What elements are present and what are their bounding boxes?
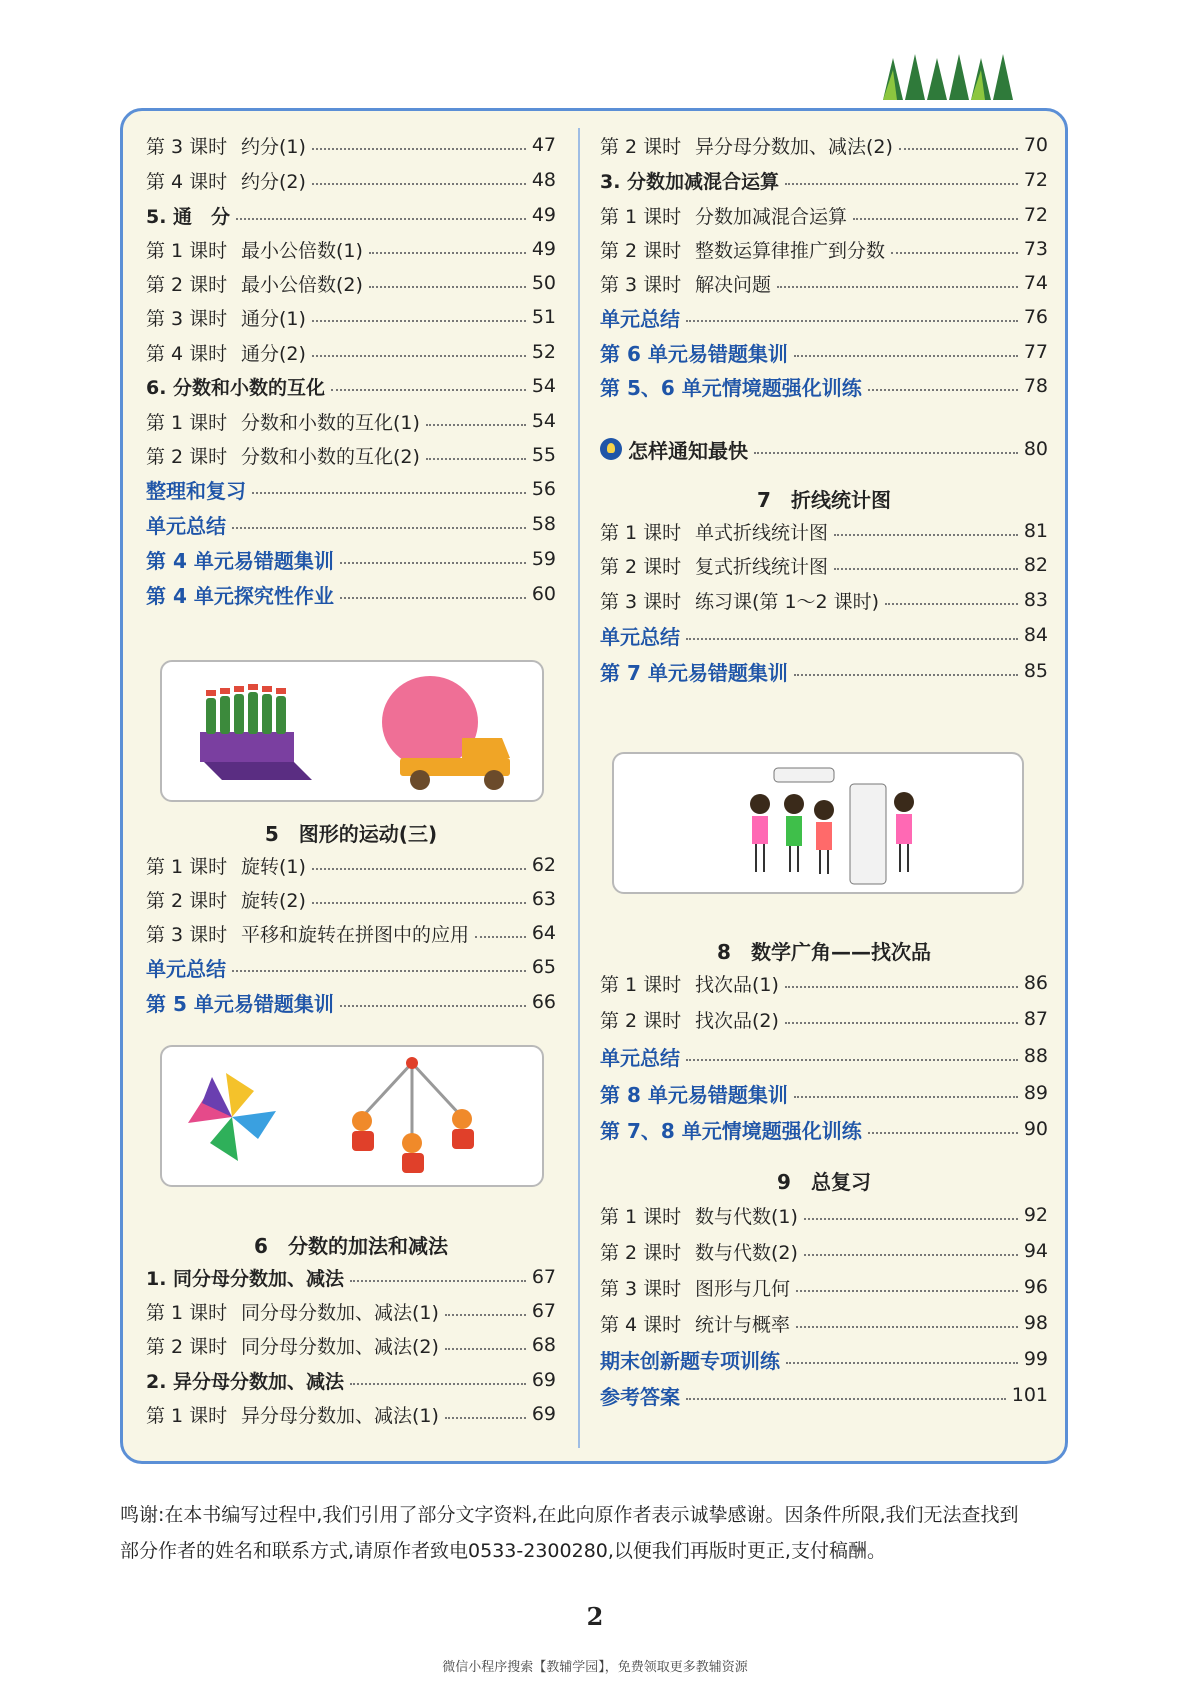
toc-entry bbox=[600, 1380, 1048, 1410]
toc-entry-label bbox=[600, 236, 885, 263]
toc-page-number: 101 bbox=[1011, 1384, 1048, 1406]
toc-entry-label: 单元总结 bbox=[600, 1045, 680, 1070]
toc-entry bbox=[600, 337, 1048, 367]
toc-page-number: 81 bbox=[1023, 520, 1048, 542]
toc-entry bbox=[146, 884, 556, 914]
toc-entry bbox=[600, 302, 1048, 332]
toc-entry-label bbox=[146, 852, 306, 879]
toc-entry bbox=[600, 1114, 1048, 1144]
toc-entry-label bbox=[146, 304, 306, 331]
toc-entry-label bbox=[600, 1006, 779, 1033]
toc-page-number: 72 bbox=[1023, 169, 1048, 191]
lesson-number: 第 4 课时 bbox=[146, 170, 228, 193]
toc-entry bbox=[600, 200, 1048, 230]
lesson-title: 找次品(1) bbox=[695, 973, 779, 996]
dot-leader bbox=[236, 218, 526, 220]
toc-entry bbox=[146, 474, 556, 504]
toc-page-number: 49 bbox=[531, 204, 556, 226]
toc-page-number: 62 bbox=[531, 854, 556, 876]
dot-leader bbox=[340, 597, 526, 599]
toc-entry-label bbox=[600, 202, 847, 229]
toc-entry bbox=[600, 585, 1048, 615]
unit-7-title: 7 折线统计图 bbox=[757, 488, 891, 512]
lesson-number: 第 4 课时 bbox=[600, 1313, 682, 1336]
lesson-title: 统计与概率 bbox=[695, 1313, 791, 1336]
lesson-number: 第 2 课时 bbox=[146, 1335, 228, 1358]
toc-page-number: 69 bbox=[531, 1369, 556, 1391]
lesson-number: 第 1 课时 bbox=[600, 973, 682, 996]
toc-entry-label: 第 7 单元易错题集训 bbox=[600, 660, 788, 685]
lesson-number: 第 2 课时 bbox=[146, 445, 228, 468]
toc-entry bbox=[146, 337, 556, 367]
lesson-title: 约分(1) bbox=[241, 135, 306, 158]
toc-page-number: 54 bbox=[531, 410, 556, 432]
bottles-balloon-car-image bbox=[162, 662, 542, 800]
dot-leader bbox=[445, 1417, 526, 1419]
toc-page-number: 98 bbox=[1023, 1312, 1048, 1334]
toc-page-number: 67 bbox=[531, 1300, 556, 1322]
lesson-title: 最小公倍数(1) bbox=[241, 239, 363, 262]
toc-page-number: 63 bbox=[531, 888, 556, 910]
toc-entry-label bbox=[600, 1238, 798, 1265]
toc-entry bbox=[146, 234, 556, 264]
dot-leader bbox=[686, 638, 1018, 640]
lesson-number: 第 3 课时 bbox=[146, 135, 228, 158]
toc-entry-label: 单元总结 bbox=[600, 306, 680, 331]
toc-entry-label bbox=[146, 408, 420, 435]
toc-entry bbox=[146, 1330, 556, 1360]
lesson-title: 最小公倍数(2) bbox=[241, 273, 363, 296]
dot-leader bbox=[331, 389, 526, 391]
lesson-title: 约分(2) bbox=[241, 170, 306, 193]
lesson-number: 第 2 课时 bbox=[146, 889, 228, 912]
toc-entry-label bbox=[146, 132, 306, 159]
toc-entry-label bbox=[146, 886, 306, 913]
toc-entry-label bbox=[146, 442, 420, 469]
toc-entry-label: 怎样通知最快 bbox=[628, 438, 748, 463]
toc-entry-label: 3. 分数加减混合运算 bbox=[600, 170, 780, 193]
dot-leader bbox=[312, 902, 526, 904]
lesson-title: 旋转(2) bbox=[241, 889, 306, 912]
toc-page-number: 59 bbox=[531, 548, 556, 570]
toc-page-number: 49 bbox=[531, 238, 556, 260]
dot-leader bbox=[777, 286, 1018, 288]
toc-entry-label: 第 7、8 单元情境题强化训练 bbox=[600, 1118, 862, 1143]
dot-leader bbox=[369, 252, 526, 254]
toc-entry bbox=[146, 302, 556, 332]
toc-entry bbox=[600, 1236, 1048, 1266]
toc-entry bbox=[600, 1200, 1048, 1230]
dot-leader bbox=[350, 1280, 526, 1282]
dot-leader bbox=[785, 183, 1018, 185]
toc-entry-label: 6. 分数和小数的互化 bbox=[146, 376, 326, 399]
toc-entry bbox=[146, 987, 556, 1017]
lesson-number: 第 3 课时 bbox=[600, 590, 682, 613]
lesson-title: 分数加减混合运算 bbox=[695, 205, 848, 228]
toc-entry bbox=[600, 1308, 1048, 1338]
toc-entry bbox=[146, 544, 556, 574]
toc-entry-label bbox=[600, 518, 828, 545]
dot-leader bbox=[312, 183, 526, 185]
dot-leader bbox=[232, 970, 526, 972]
toc-page-number: 94 bbox=[1023, 1240, 1048, 1262]
illustration-pinwheel-swing bbox=[160, 1045, 544, 1187]
lesson-title: 找次品(2) bbox=[695, 1009, 779, 1032]
toc-entry bbox=[600, 130, 1048, 160]
toc-entry-special bbox=[600, 434, 1048, 464]
toc-entry-label bbox=[600, 587, 879, 614]
dot-leader bbox=[686, 1398, 1006, 1400]
toc-entry-label bbox=[146, 167, 306, 194]
lesson-title: 数与代数(2) bbox=[695, 1241, 798, 1264]
toc-entry-label: 参考答案 bbox=[600, 1384, 680, 1409]
toc-entry bbox=[600, 1004, 1048, 1034]
lesson-number: 第 2 课时 bbox=[600, 555, 682, 578]
toc-page-number: 72 bbox=[1023, 204, 1048, 226]
illustration-children-air-conditioner bbox=[612, 752, 1024, 894]
toc-entry bbox=[146, 579, 556, 609]
lesson-number: 第 1 课时 bbox=[146, 1301, 228, 1324]
dot-leader bbox=[340, 1005, 526, 1007]
toc-entry bbox=[146, 918, 556, 948]
dot-leader bbox=[868, 389, 1018, 391]
lesson-title: 练习课(第 1～2 课时) bbox=[695, 590, 880, 613]
dot-leader bbox=[252, 492, 526, 494]
toc-entry-label bbox=[600, 132, 893, 159]
toc-entry-label bbox=[146, 270, 363, 297]
toc-entry bbox=[146, 1296, 556, 1326]
lesson-title: 通分(1) bbox=[241, 307, 306, 330]
lesson-title: 图形与几何 bbox=[695, 1277, 791, 1300]
lesson-number: 第 1 课时 bbox=[146, 1404, 228, 1427]
dot-leader bbox=[796, 1290, 1018, 1292]
dot-leader bbox=[891, 252, 1018, 254]
dot-leader bbox=[754, 452, 1018, 454]
lesson-title: 复式折线统计图 bbox=[695, 555, 829, 578]
toc-page-number: 55 bbox=[531, 444, 556, 466]
toc-entry bbox=[600, 968, 1048, 998]
toc-entry-label: 第 5、6 单元情境题强化训练 bbox=[600, 375, 862, 400]
dot-leader bbox=[475, 936, 526, 938]
lesson-title: 同分母分数加、减法(2) bbox=[241, 1335, 439, 1358]
toc-entry-label: 第 4 单元探究性作业 bbox=[146, 583, 334, 608]
toc-entry-label: 第 4 单元易错题集训 bbox=[146, 548, 334, 573]
dot-leader bbox=[853, 218, 1018, 220]
dot-leader bbox=[785, 986, 1018, 988]
toc-page-number: 76 bbox=[1023, 306, 1048, 328]
dot-leader bbox=[785, 1022, 1018, 1024]
toc-entry-label: 单元总结 bbox=[146, 956, 226, 981]
toc-page-number: 69 bbox=[531, 1403, 556, 1425]
toc-entry bbox=[146, 130, 556, 160]
toc-entry-label: 单元总结 bbox=[146, 513, 226, 538]
toc-page-number: 83 bbox=[1023, 589, 1048, 611]
lesson-number: 第 3 课时 bbox=[146, 307, 228, 330]
toc-entry-label: 第 5 单元易错题集训 bbox=[146, 991, 334, 1016]
toc-page-number: 54 bbox=[531, 375, 556, 397]
dot-leader bbox=[794, 1096, 1018, 1098]
dot-leader bbox=[445, 1314, 526, 1316]
dot-leader bbox=[426, 458, 526, 460]
dot-leader bbox=[445, 1348, 526, 1350]
toc-entry bbox=[600, 550, 1048, 580]
acknowledgement-line-1: 鸣谢:在本书编写过程中,我们引用了部分文字资料,在此向原作者表示诚挚感谢。因条件所限,我们无法查找到 bbox=[120, 1504, 1019, 1526]
lesson-number: 第 1 课时 bbox=[146, 855, 228, 878]
lesson-number: 第 2 课时 bbox=[600, 1241, 682, 1264]
dot-leader bbox=[804, 1254, 1018, 1256]
toc-page-number: 84 bbox=[1023, 624, 1048, 646]
toc-page-number: 66 bbox=[531, 991, 556, 1013]
toc-entry bbox=[146, 509, 556, 539]
dot-leader bbox=[312, 148, 526, 150]
toc-entry-label: 2. 异分母分数加、减法 bbox=[146, 1370, 345, 1393]
toc-page-number: 96 bbox=[1023, 1276, 1048, 1298]
lesson-number: 第 3 课时 bbox=[146, 923, 228, 946]
dot-leader bbox=[868, 1132, 1018, 1134]
toc-entry-label bbox=[146, 1401, 439, 1428]
lesson-number: 第 2 课时 bbox=[600, 239, 682, 262]
toc-entry-label bbox=[600, 552, 828, 579]
dot-leader bbox=[232, 527, 526, 529]
lesson-number: 第 2 课时 bbox=[146, 273, 228, 296]
toc-entry-label: 第 8 单元易错题集训 bbox=[600, 1082, 788, 1107]
toc-page-number: 92 bbox=[1023, 1204, 1048, 1226]
toc-entry bbox=[146, 200, 556, 230]
toc-entry-label: 整理和复习 bbox=[146, 478, 246, 503]
toc-entry-label bbox=[146, 236, 363, 263]
toc-page-number: 64 bbox=[531, 922, 556, 944]
lesson-title: 分数和小数的互化(1) bbox=[241, 411, 420, 434]
dot-leader bbox=[834, 534, 1018, 536]
unit-6-title: 6 分数的加法和减法 bbox=[254, 1234, 448, 1258]
lesson-title: 同分母分数加、减法(1) bbox=[241, 1301, 439, 1324]
children-air-conditioner-image bbox=[614, 754, 1022, 892]
dot-leader bbox=[804, 1218, 1018, 1220]
lesson-number: 第 1 课时 bbox=[600, 205, 682, 228]
toc-entry-label: 单元总结 bbox=[600, 624, 680, 649]
dot-leader bbox=[686, 1059, 1018, 1061]
dot-leader bbox=[350, 1383, 526, 1385]
toc-entry-label bbox=[600, 970, 779, 997]
toc-entry bbox=[146, 1399, 556, 1429]
lesson-number: 第 1 课时 bbox=[600, 1205, 682, 1228]
toc-entry-label bbox=[600, 1274, 790, 1301]
dot-leader bbox=[340, 562, 526, 564]
toc-entry-label: 第 6 单元易错题集训 bbox=[600, 341, 788, 366]
toc-page-number: 51 bbox=[531, 306, 556, 328]
toc-page-number: 52 bbox=[531, 341, 556, 363]
lesson-number: 第 4 课时 bbox=[146, 342, 228, 365]
toc-entry bbox=[600, 268, 1048, 298]
toc-page-number: 65 bbox=[531, 956, 556, 978]
lesson-title: 通分(2) bbox=[241, 342, 306, 365]
toc-page-number: 48 bbox=[531, 169, 556, 191]
toc-entry bbox=[600, 620, 1048, 650]
dot-leader bbox=[794, 674, 1018, 676]
toc-entry-label bbox=[146, 339, 306, 366]
lesson-number: 第 3 课时 bbox=[600, 273, 682, 296]
toc-entry-label: 5. 通 分 bbox=[146, 205, 231, 228]
toc-page-number: 89 bbox=[1023, 1082, 1048, 1104]
toc-page-number: 70 bbox=[1023, 134, 1048, 156]
toc-page-number: 60 bbox=[531, 583, 556, 605]
toc-entry-label bbox=[146, 920, 469, 947]
lesson-title: 平移和旋转在拼图中的应用 bbox=[241, 923, 470, 946]
dot-leader bbox=[796, 1326, 1018, 1328]
page-number: 2 bbox=[586, 1602, 604, 1631]
toc-entry bbox=[600, 516, 1048, 546]
dot-leader bbox=[312, 320, 526, 322]
lesson-title: 数与代数(1) bbox=[695, 1205, 798, 1228]
toc-page-number: 85 bbox=[1023, 660, 1048, 682]
toc-page-number: 50 bbox=[531, 272, 556, 294]
toc-page-number: 86 bbox=[1023, 972, 1048, 994]
lesson-title: 单式折线统计图 bbox=[695, 521, 829, 544]
lesson-number: 第 1 课时 bbox=[146, 411, 228, 434]
dot-leader bbox=[312, 868, 526, 870]
toc-page-number: 58 bbox=[531, 513, 556, 535]
tree-decoration-icon bbox=[875, 50, 1025, 106]
toc-page-number: 47 bbox=[531, 134, 556, 156]
lesson-title: 旋转(1) bbox=[241, 855, 306, 878]
unit-8-title: 8 数学广角——找次品 bbox=[717, 940, 931, 964]
dot-leader bbox=[899, 148, 1018, 150]
toc-page-number: 73 bbox=[1023, 238, 1048, 260]
dot-leader bbox=[686, 320, 1018, 322]
toc-entry bbox=[146, 1365, 556, 1395]
toc-page-number: 80 bbox=[1023, 438, 1048, 460]
column-divider bbox=[578, 128, 580, 1448]
toc-entry bbox=[600, 1344, 1048, 1374]
toc-page-number: 68 bbox=[531, 1334, 556, 1356]
toc-entry bbox=[600, 1272, 1048, 1302]
toc-entry-label bbox=[146, 1298, 439, 1325]
toc-entry-label bbox=[146, 1332, 439, 1359]
toc-entry bbox=[600, 1041, 1048, 1071]
toc-entry bbox=[146, 440, 556, 470]
toc-entry bbox=[146, 371, 556, 401]
toc-entry bbox=[600, 165, 1048, 195]
toc-entry bbox=[600, 1078, 1048, 1108]
lesson-number: 第 2 课时 bbox=[600, 135, 682, 158]
dot-leader bbox=[426, 424, 526, 426]
lesson-number: 第 2 课时 bbox=[600, 1009, 682, 1032]
acknowledgement-line-2: 部分作者的姓名和联系方式,请原作者致电0533-2300280,以便我们再版时更正,支付稿酬。 bbox=[120, 1540, 886, 1562]
unit-9-title: 9 总复习 bbox=[777, 1170, 871, 1194]
toc-entry bbox=[146, 406, 556, 436]
toc-entry bbox=[600, 656, 1048, 686]
toc-page-number: 99 bbox=[1023, 1348, 1048, 1370]
illustration-bottles-balloon-car bbox=[160, 660, 544, 802]
toc-page-number: 88 bbox=[1023, 1045, 1048, 1067]
toc-entry bbox=[146, 850, 556, 880]
dot-leader bbox=[885, 603, 1018, 605]
toc-page-number: 56 bbox=[531, 478, 556, 500]
dot-leader bbox=[312, 355, 526, 357]
dot-leader bbox=[834, 568, 1018, 570]
lesson-number: 第 1 课时 bbox=[146, 239, 228, 262]
lesson-number: 第 3 课时 bbox=[600, 1277, 682, 1300]
toc-page-number: 90 bbox=[1023, 1118, 1048, 1140]
toc-entry bbox=[146, 165, 556, 195]
dot-leader bbox=[369, 286, 526, 288]
toc-entry bbox=[146, 1262, 556, 1292]
lightbulb-icon bbox=[600, 438, 622, 460]
lesson-title: 解决问题 bbox=[695, 273, 772, 296]
toc-page-number: 67 bbox=[531, 1266, 556, 1288]
lesson-title: 整数运算律推广到分数 bbox=[695, 239, 886, 262]
toc-entry bbox=[146, 952, 556, 982]
toc-page-number: 74 bbox=[1023, 272, 1048, 294]
toc-page-number: 82 bbox=[1023, 554, 1048, 576]
lesson-number: 第 1 课时 bbox=[600, 521, 682, 544]
watermark: 微信小程序搜索【教辅学园】，免费领取更多教辅资源 bbox=[442, 1660, 748, 1675]
toc-entry bbox=[600, 234, 1048, 264]
lesson-title: 异分母分数加、减法(2) bbox=[695, 135, 893, 158]
dot-leader bbox=[786, 1362, 1018, 1364]
toc-entry-label bbox=[600, 1310, 790, 1337]
pinwheel-swing-image bbox=[162, 1047, 542, 1185]
toc-entry bbox=[146, 268, 556, 298]
toc-page-number: 78 bbox=[1023, 375, 1048, 397]
lesson-title: 异分母分数加、减法(1) bbox=[241, 1404, 439, 1427]
toc-entry bbox=[600, 371, 1048, 401]
toc-entry-label: 期末创新题专项训练 bbox=[600, 1348, 780, 1373]
unit-5-title: 5 图形的运动(三) bbox=[264, 822, 438, 846]
lesson-title: 分数和小数的互化(2) bbox=[241, 445, 420, 468]
dot-leader bbox=[794, 355, 1018, 357]
toc-entry-label: 1. 同分母分数加、减法 bbox=[146, 1267, 345, 1290]
toc-entry-label bbox=[600, 1202, 798, 1229]
toc-entry-label bbox=[600, 270, 771, 297]
toc-page-number: 77 bbox=[1023, 341, 1048, 363]
toc-page-number: 87 bbox=[1023, 1008, 1048, 1030]
